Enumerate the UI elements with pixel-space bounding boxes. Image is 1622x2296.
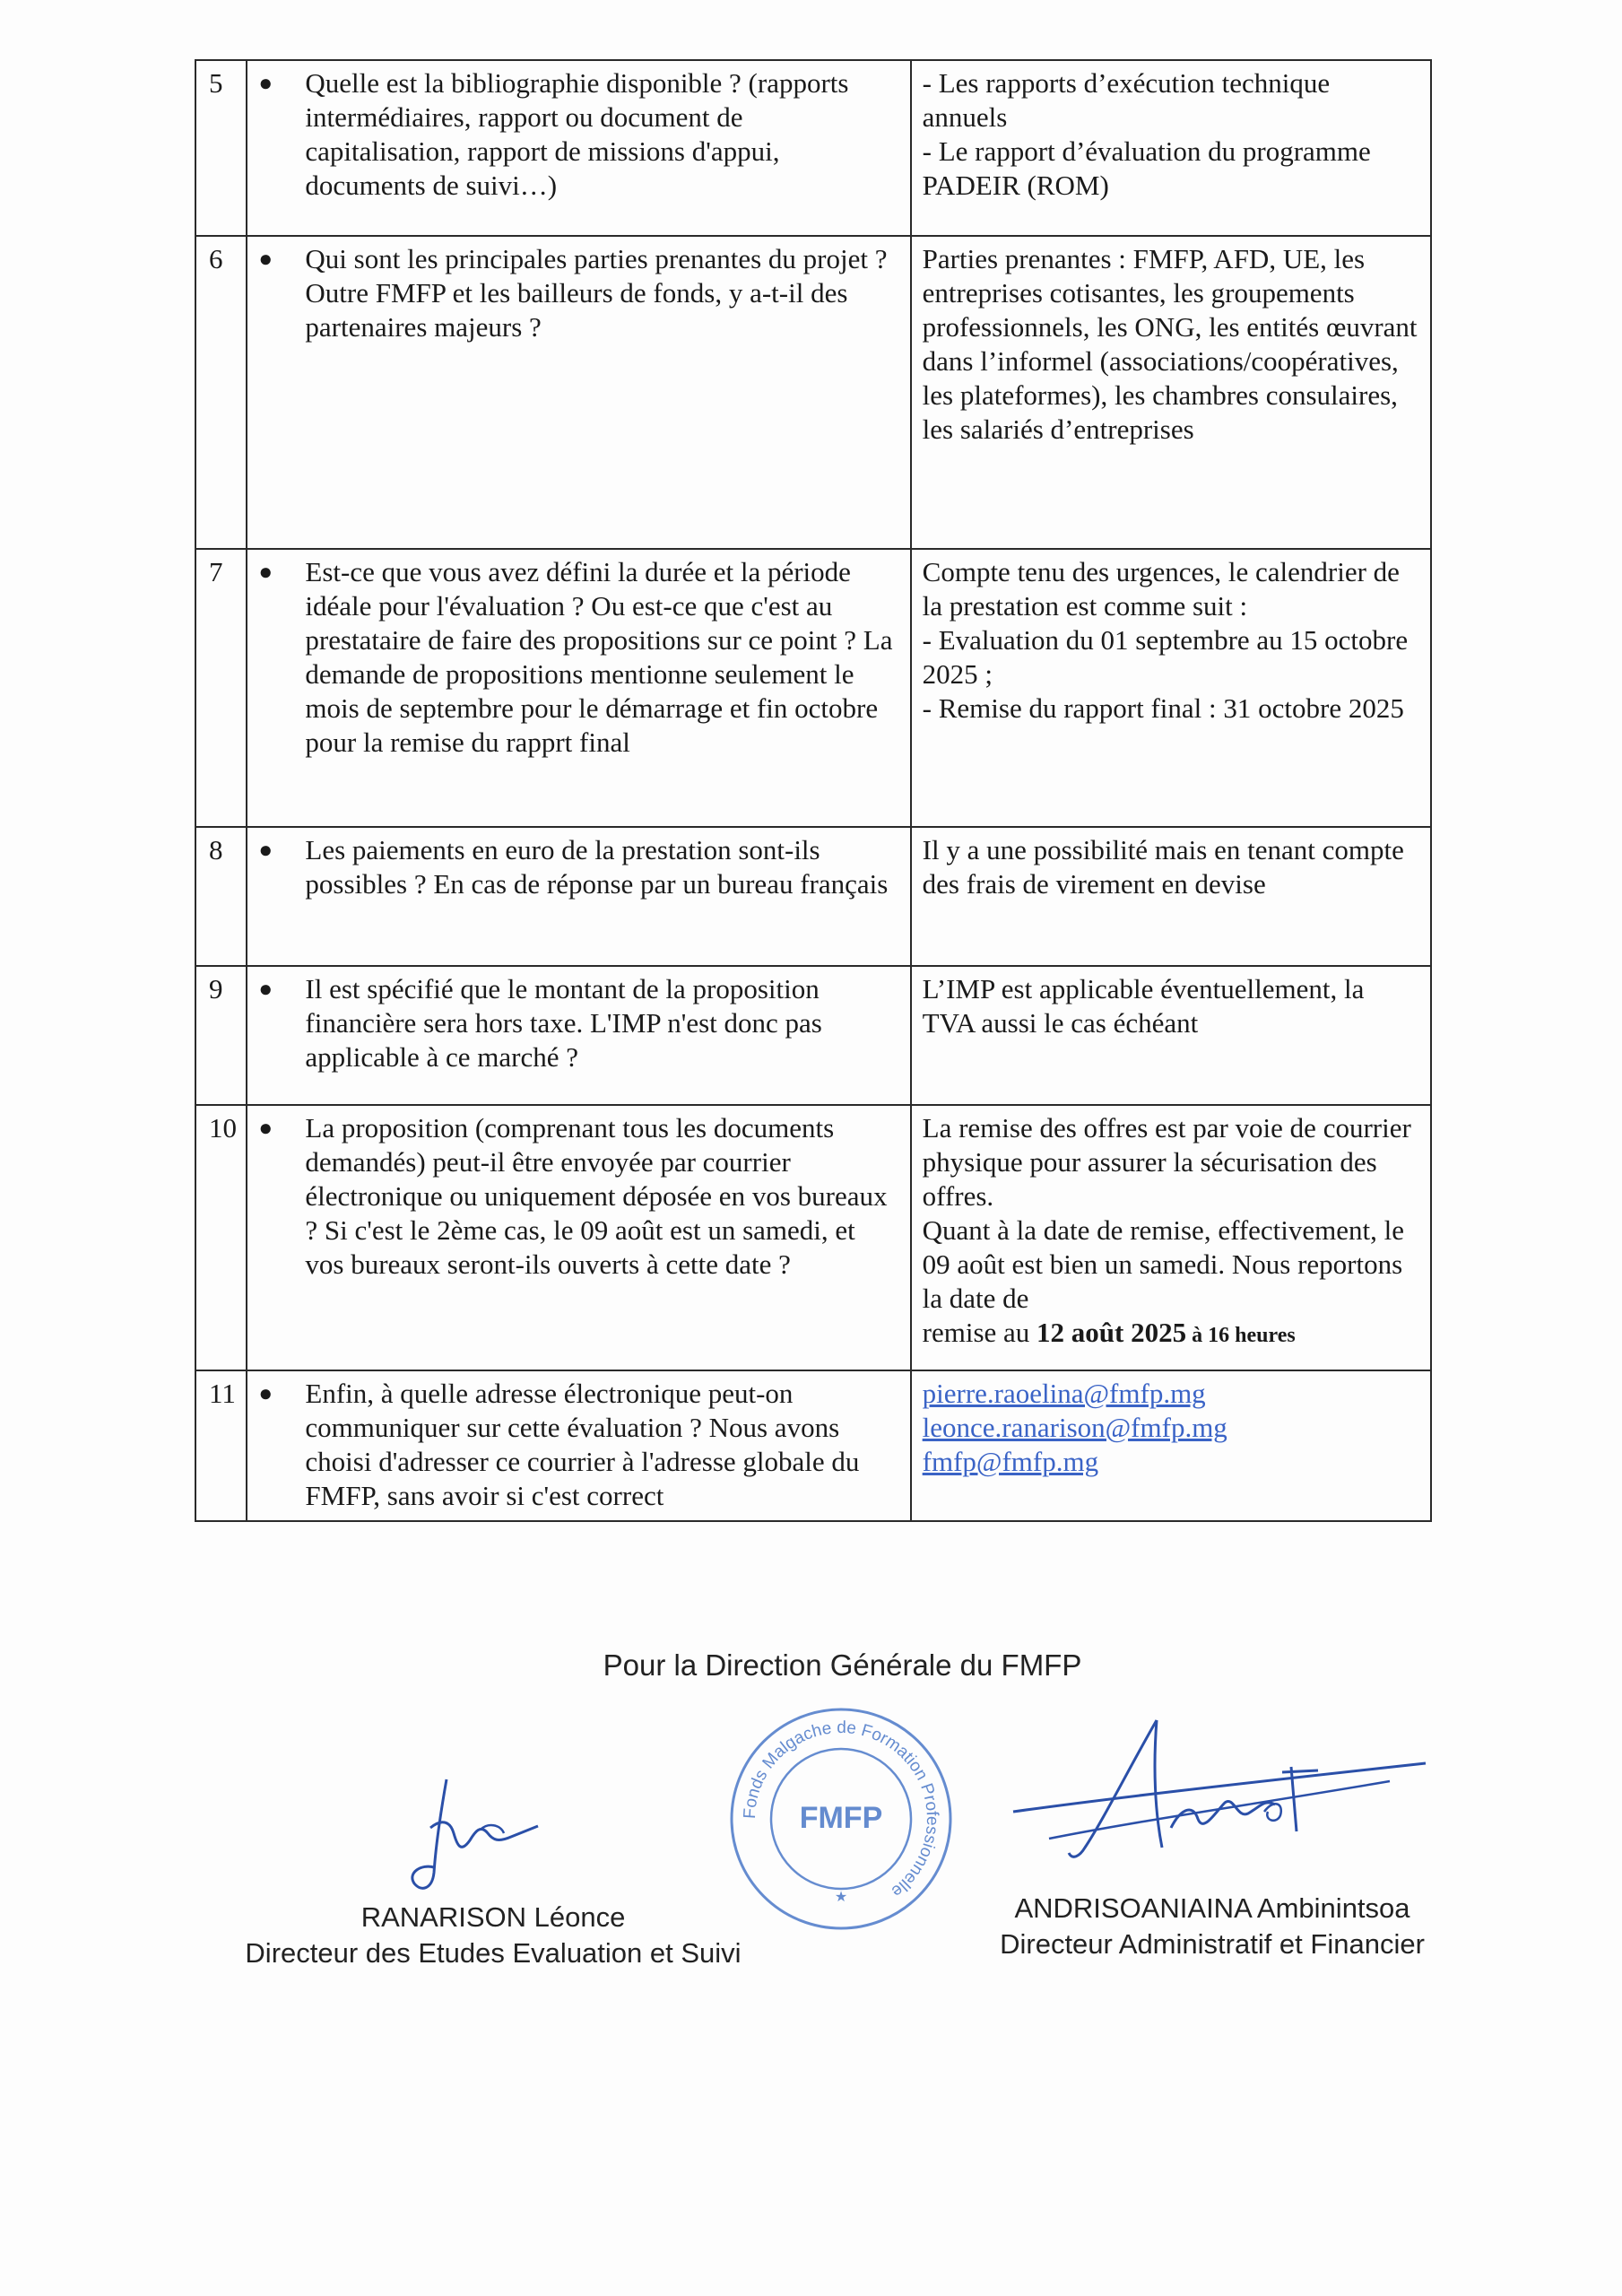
question-text: Est-ce que vous avez défini la durée et la période idéale pour l'évaluation ? Ou est-ce que c'est au prestataire de faire des propositions sur ce point ? La demande de propositions mentionne seulement le mois de septembre pour le démarrage et fin octobre pour la remise du rapprt final: [305, 556, 893, 758]
email-link[interactable]: pierre.raoelina@fmfp.mg: [922, 1378, 1206, 1409]
answer-line: - Les rapports d’exécution technique annuels: [922, 67, 1331, 133]
table-row: [195, 236, 1431, 549]
signatory-right: [970, 1891, 1454, 1962]
deadline-date: 12 août 2025: [1037, 1317, 1187, 1348]
table-row: [195, 1370, 1431, 1521]
bullet-icon: ●: [258, 1380, 273, 1406]
table-row: [195, 1105, 1431, 1370]
signature-heading: Pour la Direction Générale du FMFP: [603, 1648, 1082, 1682]
table-row: [195, 60, 1431, 236]
signatory-left-name: RANARISON Léonce: [360, 1901, 626, 1933]
question-cell: [247, 1370, 910, 1521]
question-cell: [247, 236, 910, 549]
deadline-time: à 16 heures: [1186, 1324, 1296, 1347]
row-number: 5: [195, 60, 247, 236]
answer-cell: [911, 966, 1431, 1105]
bullet-icon: ●: [258, 246, 273, 272]
answer-line: Compte tenu des urgences, le calendrier de la prestation est comme suit :: [922, 556, 1400, 622]
stamp-ring-text: Fonds Malgache de Formation Professionnelle: [740, 1718, 942, 1901]
answer-line: Il y a une possibilité mais en tenant compte des frais de virement en devise: [922, 834, 1404, 900]
answer-cell: [911, 60, 1431, 236]
question-text: Qui sont les principales parties prenantes du projet ? Outre FMFP et les bailleurs de fonds, y a-t-il des partenaires majeurs ?: [305, 243, 888, 343]
signatory-right-role: Directeur Administratif et Financier: [1000, 1928, 1425, 1960]
question-text: Quelle est la bibliographie disponible ? (rapports intermédiaires, rapport ou document de capitalisation, rapport de missions d'appui, documents de suivi…): [305, 67, 849, 201]
svg-text:★: ★: [834, 1890, 848, 1905]
answer-line: - Le rapport d’évaluation du programme PADEIR (ROM): [922, 135, 1371, 201]
answer-line: - Evaluation du 01 septembre au 15 octobre 2025 ;: [922, 624, 1409, 690]
table-row: [195, 549, 1431, 827]
answer-line-deadline: [923, 1316, 1419, 1352]
row-number: 11: [195, 1370, 247, 1521]
answer-cell: [911, 236, 1431, 549]
signature-mark-left: [395, 1774, 556, 1909]
question-text: Enfin, à quelle adresse électronique peut-on communiquer sur cette évaluation ? Nous avons choisi d'adresser ce courrier à l'adresse globale du FMFP, sans avoir si c'est correct: [305, 1378, 860, 1511]
stamp-center-text: FMFP: [799, 1801, 883, 1835]
question-text: La proposition (comprenant tous les documents demandés) peut-il être envoyée par courrier électronique ou uniquement déposée en vos bureaux ? Si c'est le 2ème cas, le 09 août est un samedi, et vos bureaux seront-ils ouverts à cette date ?: [305, 1112, 888, 1280]
signatory-left: [215, 1900, 771, 1971]
email-link[interactable]: leonce.ranarison@fmfp.mg: [922, 1412, 1227, 1443]
question-text: Il est spécifié que le montant de la proposition financière sera hors taxe. L'IMP n'est donc pas applicable à ce marché ?: [305, 973, 822, 1073]
table-row: [195, 966, 1431, 1105]
table-row: [195, 827, 1431, 966]
bullet-icon: ●: [258, 70, 273, 96]
answer-line: Quant à la date de remise, effectivement, le 09 août est bien un samedi. Nous reportons la date de: [922, 1214, 1405, 1314]
row-number: 8: [195, 827, 247, 966]
answer-line: - Remise du rapport final : 31 octobre 2025: [922, 692, 1404, 724]
answer-line: La remise des offres est par voie de courrier physique pour assurer la sécurisation des offres.: [922, 1112, 1411, 1212]
question-cell: [247, 827, 910, 966]
signatory-right-name: ANDRISOANIAINA Ambinintsoa: [1014, 1892, 1410, 1924]
bullet-icon: ●: [258, 976, 273, 1002]
question-cell: [247, 549, 910, 827]
row-number: 10: [195, 1105, 247, 1370]
bullet-icon: ●: [258, 559, 273, 585]
question-cell: [247, 60, 910, 236]
answer-cell: [911, 549, 1431, 827]
question-cell: [247, 966, 910, 1105]
bullet-icon: ●: [258, 837, 273, 863]
email-link[interactable]: fmfp@fmfp.mg: [922, 1446, 1099, 1477]
answer-cell: [911, 1105, 1431, 1370]
deadline-prefix: remise au: [922, 1317, 1037, 1348]
row-number: 6: [195, 236, 247, 549]
answer-cell: [911, 1370, 1431, 1521]
row-number: 9: [195, 966, 247, 1105]
bullet-icon: ●: [258, 1115, 273, 1141]
questions-answers-table: [195, 59, 1432, 1522]
organization-stamp: [728, 1706, 954, 1932]
answer-cell: [911, 827, 1431, 966]
signature-mark-right: [995, 1713, 1444, 1883]
question-cell: [247, 1105, 910, 1370]
answer-line: L’IMP est applicable éventuellement, la TVA aussi le cas échéant: [922, 973, 1365, 1039]
signatory-left-role: Directeur des Etudes Evaluation et Suivi: [245, 1937, 742, 1969]
row-number: 7: [195, 549, 247, 827]
answer-line: Parties prenantes : FMFP, AFD, UE, les entreprises cotisantes, les groupements professionnels, les ONG, les entités œuvrant dans l’informel (associations/coopératives, les plateformes), les chambres consulaires, les salariés d’entreprises: [922, 243, 1418, 445]
question-text: Les paiements en euro de la prestation sont-ils possibles ? En cas de réponse par un bureau français: [305, 834, 889, 900]
